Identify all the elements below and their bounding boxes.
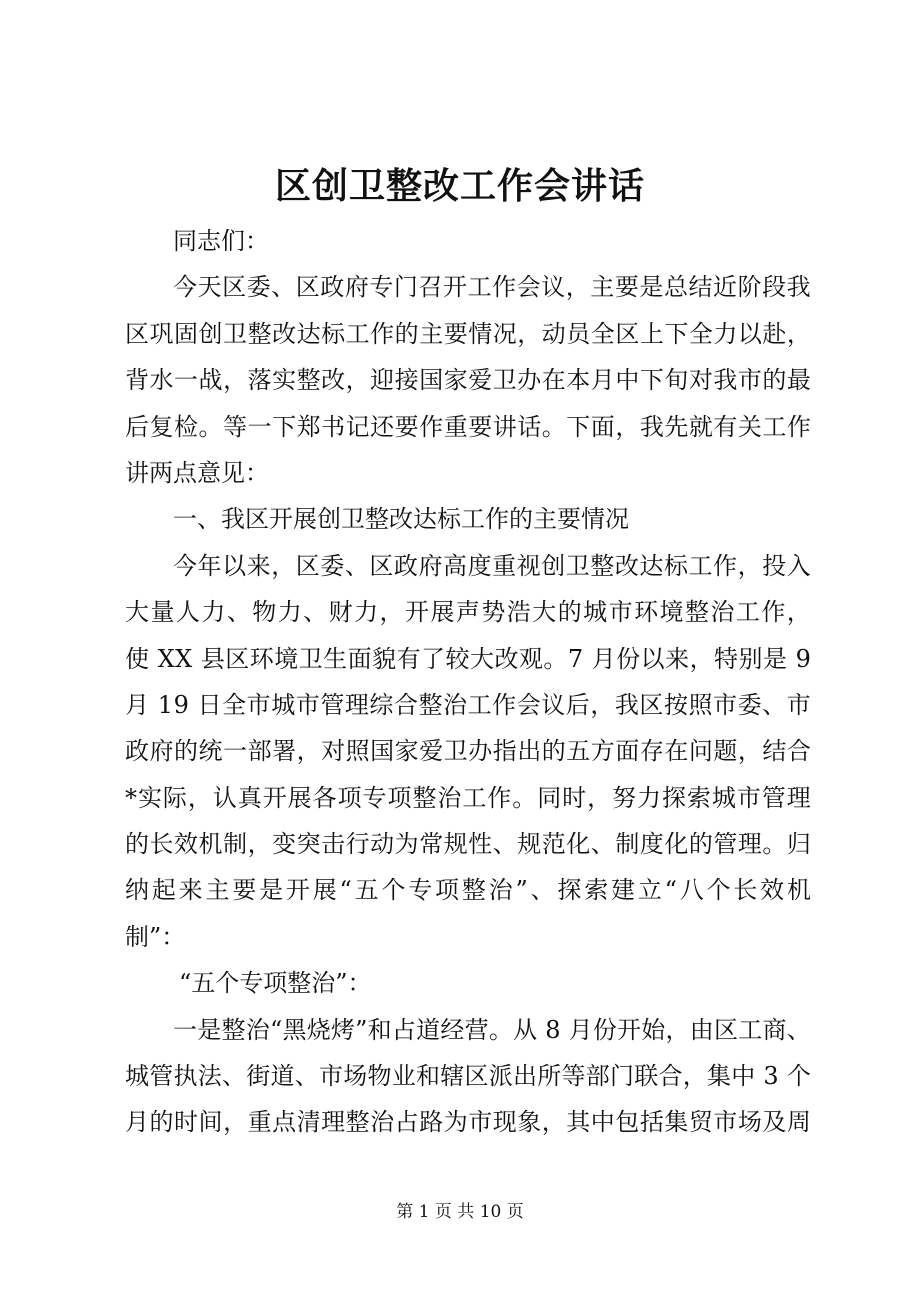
paragraph-line: 区 巩 固 创 卫 整 改 达 标 工 作 的 主 要 情 况 ， 动 员 全 区 上 下 全 力 以 赴 ，: [125, 319, 811, 348]
document-title: 区创卫整改工作会讲话: [274, 165, 645, 207]
paragraph-line: 政 府 的 统 一 部 署 ， 对 照 国 家 爱 卫 办 指 出 的 五 方 面 存 在 问 题 ， 结 合: [125, 737, 811, 766]
paragraph-line: 制”：: [125, 922, 186, 951]
subsection-heading: “五个专项整治”：: [179, 969, 372, 998]
salutation-line: 同志们：: [173, 227, 269, 255]
paragraph-line: 月 1 9 日 全 市 城 市 管 理 综 合 整 治 工 作 会 议 后 ， 我 区 按 照 市 委 、 市: [125, 690, 811, 719]
paragraph-line: 的 长 效 机 制 ， 变 突 击 行 动 为 常 规 性 、 规 范 化 、 制 度 化 的 管 理 。 归: [125, 830, 811, 859]
paragraph-line: * 实 际 ， 认 真 开 展 各 项 专 项 整 治 工 作 。 同 时 ， 努 力 探 索 城 市 管 理: [125, 783, 811, 812]
document-body: [125, 218, 811, 1146]
paragraph-line: 今 天 区 委 、 区 政 府 专 门 召 开 工 作 会 议 ， 主 要 是 总 结 近 阶 段 我: [173, 273, 811, 302]
paragraph-line: 月 的 时 间 ， 重 点 清 理 整 治 占 路 为 市 现 象 ， 其 中 包 括 集 贸 市 场 及 周: [125, 1108, 811, 1137]
paragraph-line: 背 水 一 战 ， 落 实 整 改 ， 迎 接 国 家 爱 卫 办 在 本 月 中 下 旬 对 我 市 的 最: [125, 366, 811, 395]
page-footer: 第 1 页 共 10 页: [396, 1202, 524, 1222]
paragraph-line: 后 复 检 。 等 一 下 郑 书 记 还 要 作 重 要 讲 话 。 下 面 ， 我 先 就 有 关 工 作: [125, 412, 811, 441]
paragraph-line: 使 X X 县 区 环 境 卫 生 面 貌 有 了 较 大 改 观 。 7 月 份 以 来 ， 特 别 是 9: [125, 644, 811, 673]
paragraph-line: 讲两点意见：: [125, 458, 269, 487]
paragraph-line: 今 年 以 来 ， 区 委 、 区 政 府 高 度 重 视 创 卫 整 改 达 标 工 作 ， 投 入: [173, 551, 811, 580]
paragraph-line: 纳 起 来 主 要 是 开 展 “ 五 个 专 项 整 治 ” 、 探 索 建 立 “ 八 个 长 效 机: [125, 876, 811, 905]
paragraph-line: 一 是 整 治 “ 黑 烧 烤 ” 和 占 道 经 营 。 从 8 月 份 开 始 ， 由 区 工 商 、: [173, 1015, 811, 1044]
paragraph-line: 城 管 执 法 、 街 道 、 市 场 物 业 和 辖 区 派 出 所 等 部 门 联 合 ， 集 中 3 个: [125, 1062, 811, 1091]
section-heading: 一、我区开展创卫整改达标工作的主要情况: [173, 505, 629, 534]
paragraph-line: 大 量 人 力 、 物 力 、 财 力 ， 开 展 声 势 浩 大 的 城 市 环 境 整 治 工 作 ，: [125, 598, 811, 627]
